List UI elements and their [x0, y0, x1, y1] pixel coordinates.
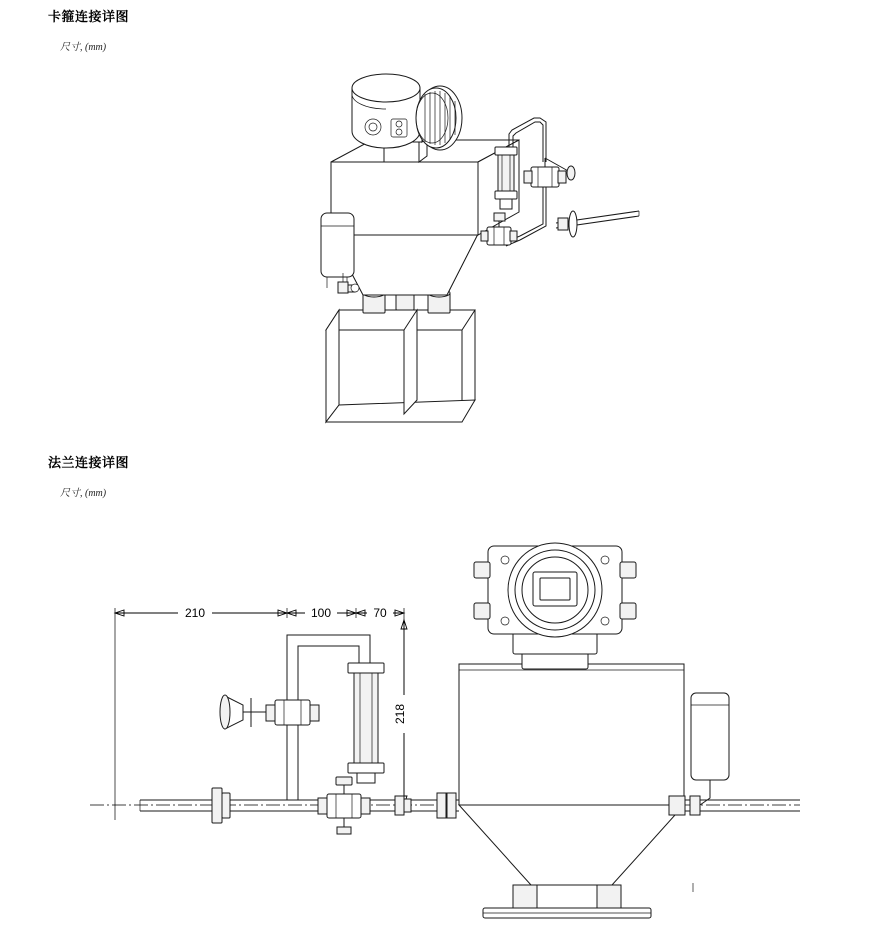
- three-way-valve-lower: [318, 777, 370, 834]
- transmitter-head-flange: [474, 543, 636, 669]
- ball-valve-upper: [524, 158, 575, 187]
- clamp-connection-assembly-drawing: [0, 30, 871, 430]
- dimension-210: 210: [184, 606, 206, 620]
- dimension-100: 100: [310, 606, 332, 620]
- section-subtitle-clamp: 尺寸, (mm): [60, 42, 107, 53]
- inline-filter-unit-flange: [348, 663, 384, 783]
- mounting-bracket: [326, 310, 475, 422]
- flange-connection-assembly-drawing: [0, 500, 871, 929]
- dimension-218: 218: [393, 703, 407, 725]
- dimension-70: 70: [373, 606, 387, 620]
- vessel-body-flange: [459, 664, 684, 885]
- section-title-clamp: 卡箍连接详图: [48, 9, 130, 24]
- display-cover: [416, 86, 462, 150]
- side-instrument-housing: [321, 213, 354, 288]
- section-title-flange: 法兰连接详图: [48, 455, 130, 470]
- pipe-nipple-detail: [395, 796, 411, 815]
- vessel-feet-flange: [483, 885, 651, 918]
- section-subtitle-flange: 尺寸, (mm): [60, 488, 107, 499]
- side-instrument-box-flange: [691, 693, 729, 805]
- handwheel-valve: [220, 695, 319, 729]
- right-outlet-pipe: [669, 796, 800, 815]
- horizontal-probe: [556, 211, 639, 237]
- transmitter-housing: [352, 74, 420, 148]
